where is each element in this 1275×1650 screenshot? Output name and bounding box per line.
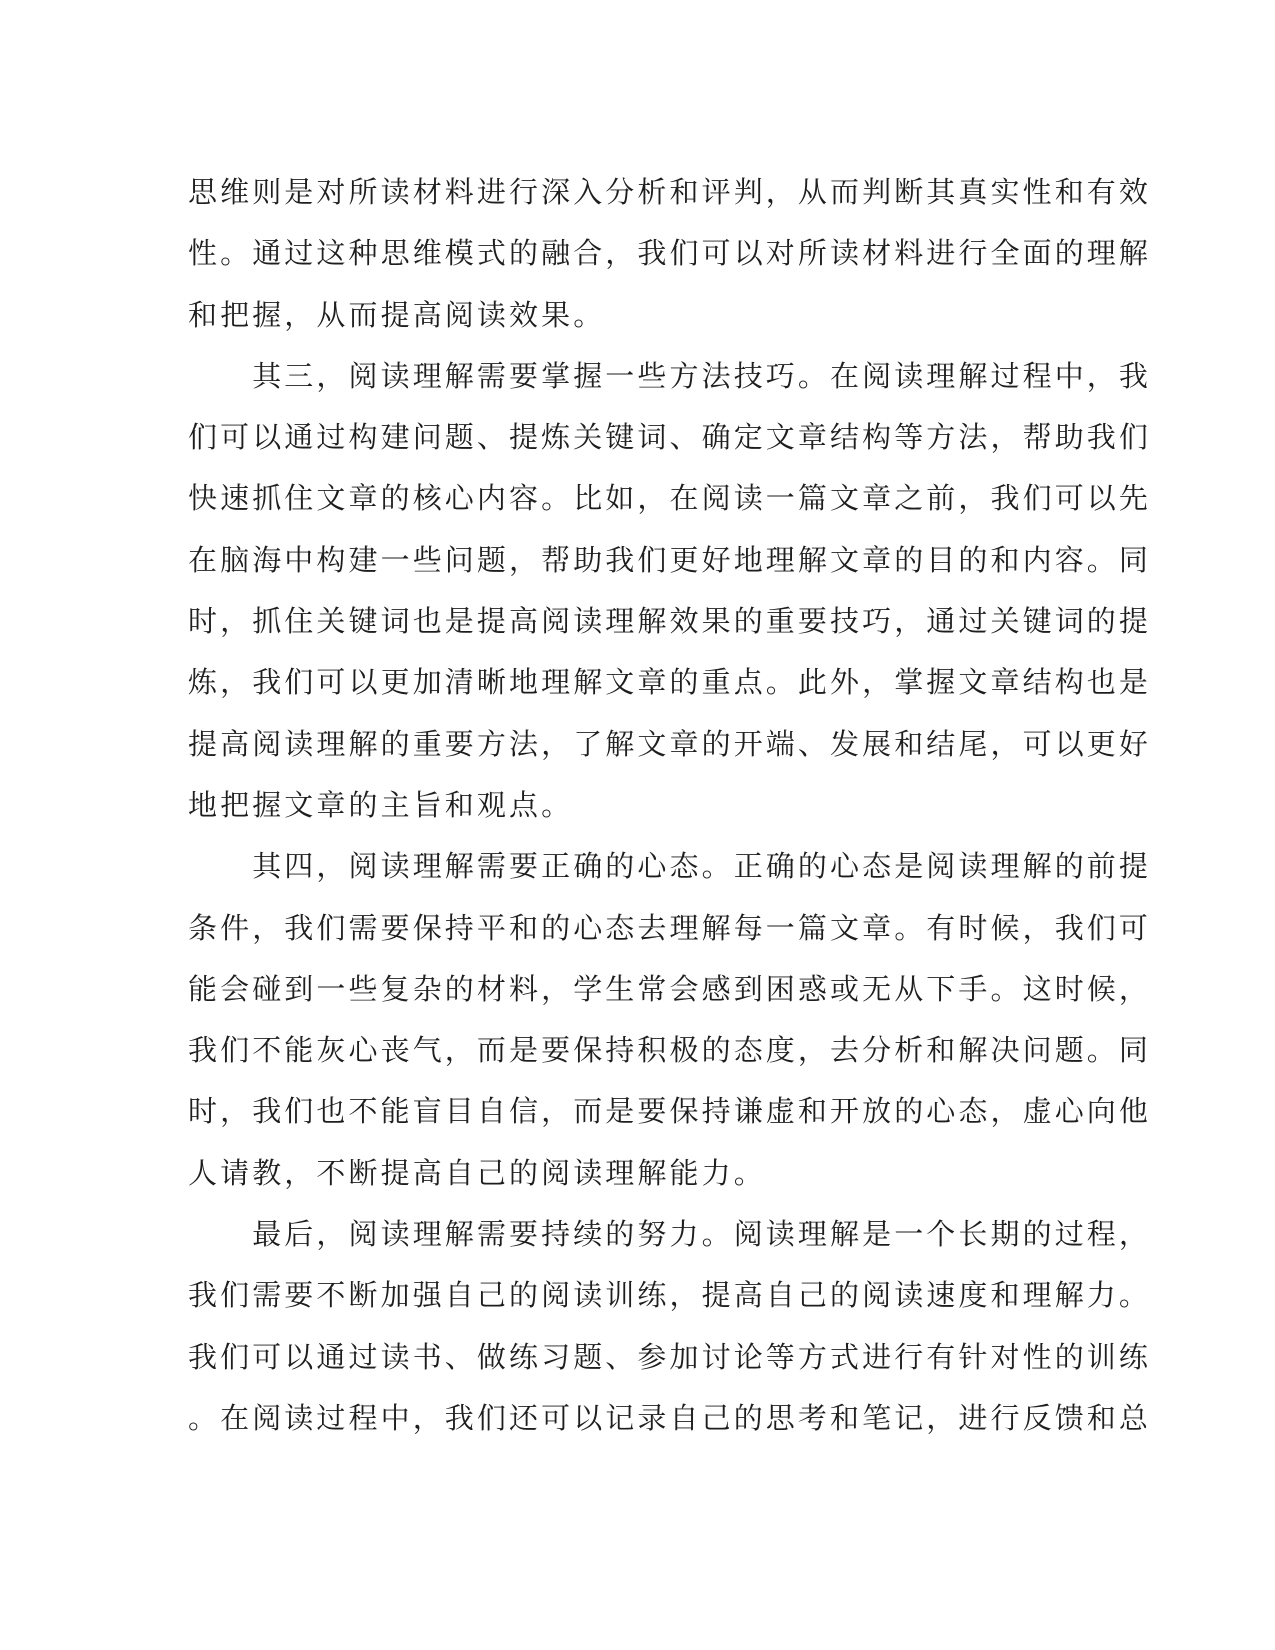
text-line: 快速抓住文章的核心内容。比如，在阅读一篇文章之前，我们可以先 [188, 481, 1152, 516]
text-line: 们可以通过构建问题、提炼关键词、确定文章结构等方法，帮助我们 [188, 420, 1152, 455]
text-line: 人请教，不断提高自己的阅读理解能力。 [188, 1155, 766, 1190]
text-line: 和把握，从而提高阅读效果。 [188, 297, 606, 332]
text-line: 其四，阅读理解需要正确的心态。正确的心态是阅读理解的前提 [188, 849, 1152, 884]
text-line: 。在阅读过程中，我们还可以记录自己的思考和笔记，进行反馈和总 [188, 1400, 1152, 1435]
text-line: 思维则是对所读材料进行深入分析和评判，从而判断其真实性和有效 [188, 175, 1152, 209]
text-line: 地把握文章的主旨和观点。 [188, 787, 574, 822]
text-line: 时，抓住关键词也是提高阅读理解效果的重要技巧，通过关键词的提 [188, 604, 1152, 639]
body-text [188, 162, 1152, 1449]
text-line: 能会碰到一些复杂的材料，学生常会感到困惑或无从下手。这时候， [188, 971, 1152, 1006]
text-line: 其三，阅读理解需要掌握一些方法技巧。在阅读理解过程中，我 [188, 358, 1152, 393]
text-line: 条件，我们需要保持平和的心态去理解每一篇文章。有时候，我们可 [188, 910, 1152, 945]
text-line: 我们不能灰心丧气，而是要保持积极的态度，去分析和解决问题。同 [188, 1033, 1152, 1068]
text-line: 提高阅读理解的重要方法，了解文章的开端、发展和结尾，可以更好 [188, 726, 1152, 761]
text-line: 在脑海中构建一些问题，帮助我们更好地理解文章的目的和内容。同 [188, 542, 1152, 577]
text-line: 性。通过这种思维模式的融合，我们可以对所读材料进行全面的理解 [188, 236, 1152, 271]
text-line: 我们需要不断加强自己的阅读训练，提高自己的阅读速度和理解力。 [188, 1278, 1152, 1313]
text-line: 最后，阅读理解需要持续的努力。阅读理解是一个长期的过程， [188, 1217, 1152, 1252]
text-line: 炼，我们可以更加清晰地理解文章的重点。此外，掌握文章结构也是 [188, 665, 1152, 700]
text-line: 时，我们也不能盲目自信，而是要保持谦虚和开放的心态，虚心向他 [188, 1094, 1152, 1129]
text-line: 我们可以通过读书、做练习题、参加讨论等方式进行有针对性的训练 [188, 1339, 1152, 1374]
